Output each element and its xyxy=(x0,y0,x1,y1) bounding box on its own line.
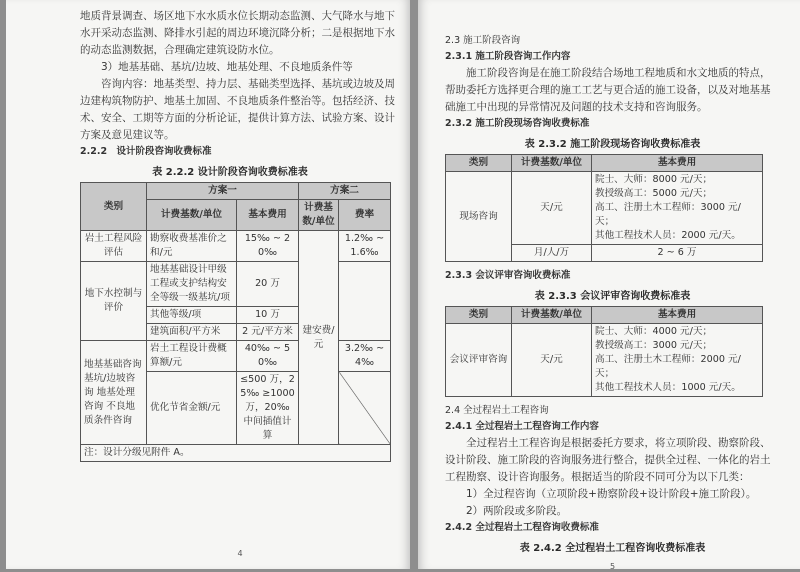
fee-line: 教授级高工：3000 元/天； xyxy=(595,340,713,351)
table-cell: 1.2‰ ~ 1.6‰ xyxy=(339,231,391,262)
table-cell: 建安费/元 xyxy=(299,231,339,445)
header-base2: 计费基数/单位 xyxy=(299,200,339,231)
page-number: 5 xyxy=(609,562,616,571)
header-plan2: 方案二 xyxy=(299,183,391,200)
table-cell: 岩土工程风险评估 xyxy=(81,231,147,262)
table-cell: 2 元/平方米 xyxy=(237,324,299,341)
header-fee: 基本费用 xyxy=(592,307,763,324)
table-cell: 地下水控制与评价 xyxy=(81,262,147,341)
table-cell: ≤500 万，25‰ ≥1000 万，20‰ 中间插值计算 xyxy=(237,372,299,445)
header-base: 计费基数/单位 xyxy=(512,155,592,172)
table-cell: 优化节省金额/元 xyxy=(147,372,237,445)
table-cell: 3.2‰ ~ 4‰ xyxy=(339,341,391,372)
table-cell: 勘察收费基准价之和/元 xyxy=(147,231,237,262)
table-cell: 其他等级/项 xyxy=(147,307,237,324)
section-heading: 2.4 全过程岩土工程咨询 xyxy=(445,405,549,416)
paragraph: 全过程岩土工程咨询是根据委托方要求，将立项阶段、勘察阶段、设计阶段、施工阶段的咨询服务进行整合，提供全过程、一体化的岩土工程勘察、设计咨询服务。根据适当的阶段不同可分为以下几类： xyxy=(445,437,771,483)
table-cell: 2 ~ 6 万 xyxy=(592,245,763,262)
table-cell: 岩土工程设计费概算额/元 xyxy=(147,341,237,372)
page-number: 4 xyxy=(237,549,243,558)
table-cell: 地基基础咨询 基坑/边坡咨询 地基处理咨询 不良地质条件咨询 xyxy=(81,341,147,445)
site-consult-fee-table xyxy=(445,154,763,262)
table-cell-diagonal xyxy=(339,372,391,445)
header-rate: 费率 xyxy=(339,200,391,231)
meeting-review-fee-table xyxy=(445,306,763,397)
paragraph: 地质背景调查、场区地下水水质水位长期动态监测、大气降水与地下水开采动态监测、降排水引起的周边环境沉降分析；二是根据地下水的动态监测数据，合理确定建筑设防水位。 xyxy=(80,10,395,56)
table-cell-empty xyxy=(339,262,391,341)
header-base: 计费基数/单位 xyxy=(147,200,237,231)
header-category: 类别 xyxy=(446,307,512,324)
table-cell: 会议评审咨询 xyxy=(446,324,512,397)
table-note: 注：设计分级见附件 A。 xyxy=(81,445,391,462)
list-item: 1）全过程咨询（立项阶段+勘察阶段+设计阶段+施工阶段）。 xyxy=(466,488,757,500)
fee-line: 高工、注册土木工程师：2000 元/天； xyxy=(595,354,741,379)
table-caption: 表 2.2.2 设计阶段咨询收费标准表 xyxy=(152,167,308,178)
section-heading: 2.2.2 设计阶段咨询收费标准 xyxy=(80,146,212,157)
table-cell xyxy=(592,324,763,397)
header-category: 类别 xyxy=(81,183,147,231)
header-fee: 基本费用 xyxy=(237,200,299,231)
header-fee: 基本费用 xyxy=(592,155,763,172)
fee-line: 其他工程技术人员：1000 元/天。 xyxy=(595,382,741,393)
list-item: 3）地基基础、基坑/边坡、地基处理、不良地质条件等 xyxy=(101,61,353,73)
paragraph: 咨询内容：地基类型、持力层、基础类型选择、基坑或边坡及周边建构筑物防护、地基土加固、不良地质条件整治等。包括经济、技术、安全、工期等方面的分析论证，提供计算方法、试验方案、设计方案及意见建议等。 xyxy=(80,78,395,141)
table-cell: 10 万 xyxy=(237,307,299,324)
section-heading: 2.3.2 施工阶段现场咨询收费标准 xyxy=(445,118,590,129)
fee-line: 院士、大师：8000 元/天； xyxy=(595,174,713,185)
table-cell: 40‰ ~ 50‰ xyxy=(237,341,299,372)
design-fee-table xyxy=(80,182,391,462)
fee-line: 院士、大师：4000 元/天； xyxy=(595,326,713,337)
header-base: 计费基数/单位 xyxy=(512,307,592,324)
left-page xyxy=(6,0,410,569)
table-cell: 地基基础设计甲级工程或支护结构安全等级一级基坑/项 xyxy=(147,262,237,307)
table-cell: 建筑面积/平方米 xyxy=(147,324,237,341)
table-cell: 月/人/万 xyxy=(512,245,592,262)
section-heading: 2.4.2 全过程岩土工程咨询收费标准 xyxy=(445,522,599,533)
table-caption: 表 2.3.3 会议评审咨询收费标准表 xyxy=(534,291,691,302)
header-plan1: 方案一 xyxy=(147,183,299,200)
table-cell: 天/元 xyxy=(512,324,592,397)
section-heading: 2.3.3 会议评审咨询收费标准 xyxy=(445,270,571,281)
table-caption: 表 2.3.2 施工阶段现场咨询收费标准表 xyxy=(524,139,701,150)
table-caption: 表 2.4.2 全过程岩土工程咨询收费标准表 xyxy=(519,543,706,554)
section-heading: 2.4.1 全过程岩土工程咨询工作内容 xyxy=(445,421,599,432)
section-heading: 2.3.1 施工阶段咨询工作内容 xyxy=(445,51,571,62)
fee-line: 其他工程技术人员：2000 元/天。 xyxy=(595,230,741,241)
table-cell: 天/元 xyxy=(512,172,592,245)
table-cell: 15‰ ~ 20‰ xyxy=(237,231,299,262)
table-cell xyxy=(592,172,763,245)
section-heading: 2.3 施工阶段咨询 xyxy=(445,35,521,46)
paragraph: 施工阶段咨询是在施工阶段结合场地工程地质和水文地质的特点，帮助委托方选择更合理的施工工艺与更合适的施工设备，以及对地基基础施工中出现的异常情况及问题的技术支持和咨询服务。 xyxy=(445,67,771,113)
list-item: 2）两阶段或多阶段。 xyxy=(466,505,568,517)
table-cell: 20 万 xyxy=(237,262,299,307)
table-cell: 现场咨询 xyxy=(446,172,512,262)
header-category: 类别 xyxy=(446,155,512,172)
right-page xyxy=(418,0,800,569)
fee-line: 教授级高工：5000 元/天； xyxy=(595,188,713,199)
fee-line: 高工、注册土木工程师：3000 元/天； xyxy=(595,202,741,227)
